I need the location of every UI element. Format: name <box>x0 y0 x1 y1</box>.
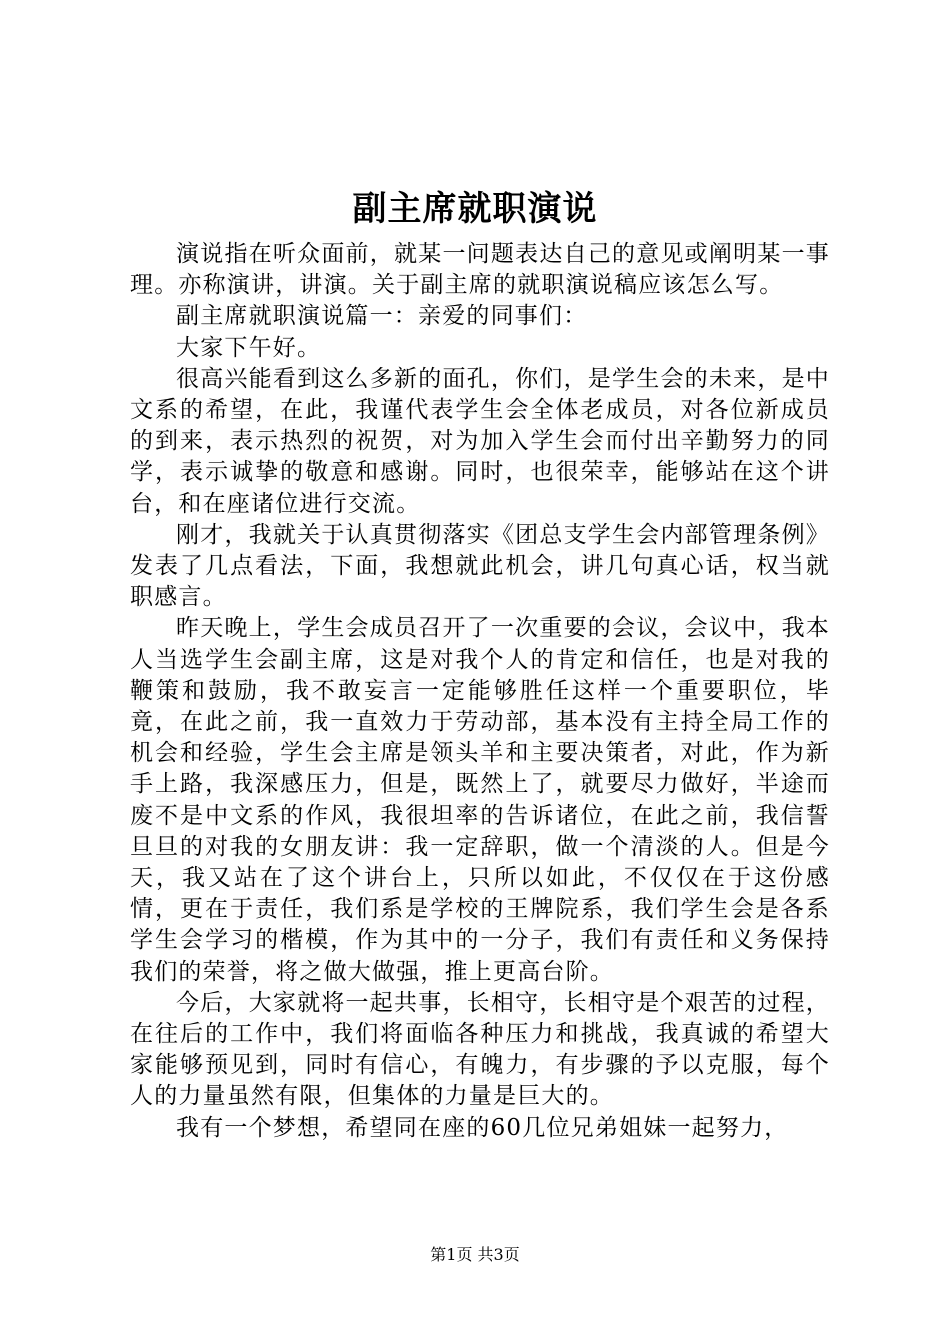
document-body <box>130 239 830 1144</box>
paragraph: 我有一个梦想，希望同在座的60几位兄弟姐妹一起努力， <box>176 1114 789 1141</box>
paragraph-greeting: 大家下午好。 <box>176 334 322 361</box>
paragraph-intro: 演说指在听众面前，就某一问题表达自己的意见或阐明某一事理。亦称演讲，讲演。关于副主席的就职演说稿应该怎么写。 <box>130 241 830 299</box>
paragraph: 昨天晚上，学生会成员召开了一次重要的会议，会议中，我本人当选学生会副主席，这是对我个人的肯定和信任，也是对我的鞭策和鼓励，我不敢妄言一定能够胜任这样一个重要职位，毕竟，在此之前，我一直效力于劳动部，基本没有主持全局工作的机会和经验，学生会主席是领头羊和主要决策者，对此，作为新手上路，我深感压力，但是，既然上了，就要尽力做好，半途而废不是中文系的作风，我很坦率的告诉诸位，在此之前，我信誓旦旦的对我的女朋友讲：我一定辞职，做一个清淡的人。但是今天，我又站在了这个讲台上，只所以如此，不仅仅在于这份感情，更在于责任，我们系是学校的王牌院系，我们学生会是各系学生会学习的楷模，作为其中的一分子，我们有责任和义务保持我们的荣誉，将之做大做强，推上更高台阶。 <box>130 615 830 985</box>
paragraph: 很高兴能看到这么多新的面孔，你们，是学生会的未来，是中文系的希望，在此，我谨代表学生会全体老成员，对各位新成员的到来，表示热烈的祝贺，对为加入学生会而付出辛勤努力的同学，表示诚挚的敬意和感谢。同时，也很荣幸，能够站在这个讲台，和在座诸位进行交流。 <box>130 365 830 517</box>
paragraph: 刚才，我就关于认真贯彻落实《团总支学生会内部管理条例》发表了几点看法，下面，我想就此机会，讲几句真心话，权当就职感言。 <box>130 521 830 611</box>
paragraph-heading: 副主席就职演说篇一：亲爱的同事们： <box>176 303 588 330</box>
page-footer: 第1页 共3页 <box>430 1245 520 1264</box>
page-title: 副主席就职演说 <box>352 189 598 229</box>
paragraph: 今后，大家就将一起共事，长相守，长相守是个艰苦的过程，在往后的工作中，我们将面临各种压力和挑战，我真诚的希望大家能够预见到，同时有信心，有魄力，有步骤的予以克服，每个人的力量虽然有限，但集体的力量是巨大的。 <box>130 989 830 1110</box>
